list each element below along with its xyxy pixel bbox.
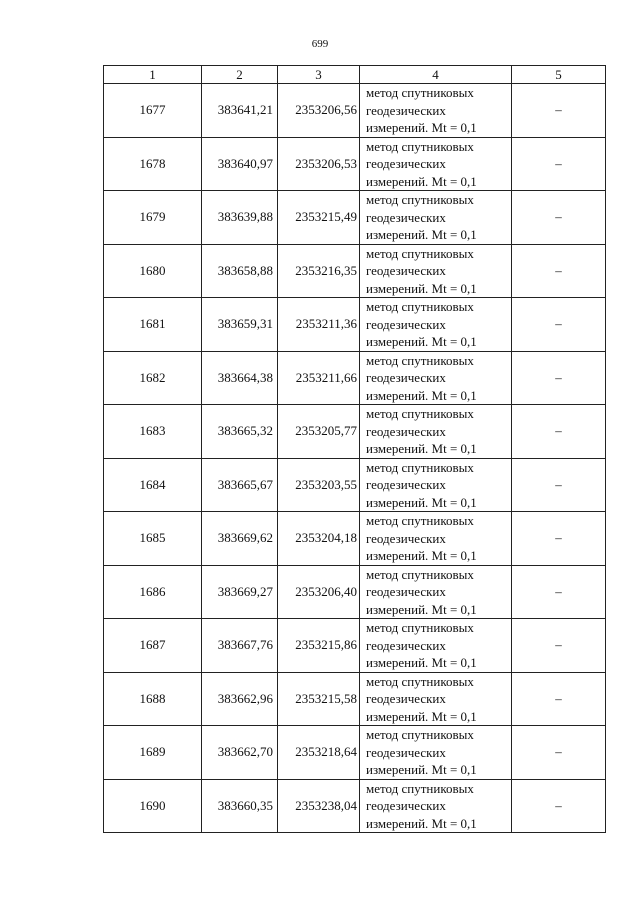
page-number: 699 (311, 38, 329, 50)
method-line: геодезических (366, 423, 446, 439)
table-row (104, 137, 606, 191)
note-cell: – (512, 726, 606, 780)
note-cell: – (512, 405, 606, 459)
note-cell: – (512, 244, 606, 298)
method-cell (360, 779, 512, 833)
method-line: геодезических (366, 744, 446, 760)
y-coordinate-cell: 2353205,77 (278, 405, 360, 459)
column-header-1: 1 (104, 66, 202, 84)
point-number-cell: 1681 (104, 298, 202, 352)
method-line: метод спутниковых (366, 352, 474, 368)
note-cell: – (512, 191, 606, 245)
method-line: метод спутниковых (366, 727, 474, 742)
method-line: измерений. Mt = 0,1 (366, 120, 477, 135)
note-cell: – (512, 779, 606, 833)
y-coordinate-cell: 2353218,64 (278, 726, 360, 780)
method-line: геодезических (366, 477, 446, 492)
point-number-cell: 1679 (104, 191, 202, 245)
method-cell (360, 244, 512, 298)
note-cell: – (512, 512, 606, 566)
method-cell (360, 298, 512, 352)
method-cell (360, 726, 512, 780)
method-line: метод спутниковых (366, 245, 474, 261)
method-line: метод спутниковых (366, 780, 474, 796)
table-row (104, 351, 606, 405)
method-line: геодезических (366, 584, 446, 599)
note-cell: – (512, 137, 606, 191)
coordinates-table (103, 65, 606, 833)
method-cell (360, 565, 512, 619)
method-line: геодезических (366, 156, 446, 171)
y-coordinate-cell: 2353206,56 (278, 84, 360, 138)
method-cell (360, 351, 512, 405)
x-coordinate-cell: 383662,70 (202, 726, 278, 780)
point-number-cell: 1682 (104, 351, 202, 405)
x-coordinate-cell: 383665,32 (202, 405, 278, 459)
method-cell (360, 458, 512, 512)
point-number-cell: 1687 (104, 619, 202, 673)
method-line: измерений. Mt = 0,1 (366, 762, 477, 777)
method-cell (360, 672, 512, 726)
method-line: геодезических (366, 691, 446, 706)
method-line: измерений. Mt = 0,1 (366, 334, 477, 349)
method-line: метод спутниковых (366, 406, 474, 421)
x-coordinate-cell: 383641,21 (202, 84, 278, 138)
method-line: геодезических (366, 102, 446, 118)
table-row (104, 298, 606, 352)
point-number-cell: 1684 (104, 458, 202, 512)
point-number-cell: 1690 (104, 779, 202, 833)
y-coordinate-cell: 2353203,55 (278, 458, 360, 512)
method-line: метод спутниковых (366, 192, 474, 207)
method-line: геодезических (366, 263, 446, 278)
column-header-4: 4 (360, 66, 512, 84)
method-line: измерений. Mt = 0,1 (366, 387, 477, 403)
method-line: метод спутниковых (366, 513, 474, 528)
note-cell: – (512, 84, 606, 138)
method-line: метод спутниковых (366, 459, 474, 475)
table-row (104, 405, 606, 459)
method-cell (360, 191, 512, 245)
method-cell (360, 137, 512, 191)
x-coordinate-cell: 383658,88 (202, 244, 278, 298)
y-coordinate-cell: 2353215,58 (278, 672, 360, 726)
method-cell (360, 619, 512, 673)
method-cell (360, 512, 512, 566)
y-coordinate-cell: 2353204,18 (278, 512, 360, 566)
point-number-cell: 1686 (104, 565, 202, 619)
method-line: геодезических (366, 316, 446, 332)
method-cell (360, 405, 512, 459)
table-row (104, 779, 606, 833)
method-line: метод спутниковых (366, 299, 474, 314)
table-body (104, 84, 606, 833)
x-coordinate-cell: 383665,67 (202, 458, 278, 512)
x-coordinate-cell: 383659,31 (202, 298, 278, 352)
x-coordinate-cell: 383660,35 (202, 779, 278, 833)
x-coordinate-cell: 383669,62 (202, 512, 278, 566)
table-row (104, 458, 606, 512)
table-row (104, 565, 606, 619)
method-line: геодезических (366, 798, 446, 813)
y-coordinate-cell: 2353206,40 (278, 565, 360, 619)
method-line: метод спутниковых (366, 566, 474, 582)
x-coordinate-cell: 383639,88 (202, 191, 278, 245)
method-line: измерений. Mt = 0,1 (366, 173, 477, 189)
point-number-cell: 1677 (104, 84, 202, 138)
point-number-cell: 1680 (104, 244, 202, 298)
method-cell (360, 84, 512, 138)
method-line: измерений. Mt = 0,1 (366, 441, 477, 456)
point-number-cell: 1685 (104, 512, 202, 566)
table-row (104, 672, 606, 726)
method-line: геодезических (366, 637, 446, 653)
point-number-cell: 1689 (104, 726, 202, 780)
method-line: измерений. Mt = 0,1 (366, 815, 477, 831)
table-row (104, 512, 606, 566)
table-row (104, 619, 606, 673)
x-coordinate-cell: 383667,76 (202, 619, 278, 673)
method-line: измерений. Mt = 0,1 (366, 708, 477, 724)
method-line: измерений. Mt = 0,1 (366, 548, 477, 563)
method-line: измерений. Mt = 0,1 (366, 655, 477, 670)
y-coordinate-cell: 2353216,35 (278, 244, 360, 298)
table-row (104, 191, 606, 245)
y-coordinate-cell: 2353215,86 (278, 619, 360, 673)
method-line: измерений. Mt = 0,1 (366, 494, 477, 510)
y-coordinate-cell: 2353206,53 (278, 137, 360, 191)
x-coordinate-cell: 383662,96 (202, 672, 278, 726)
method-line: измерений. Mt = 0,1 (366, 227, 477, 242)
note-cell: – (512, 458, 606, 512)
method-line: измерений. Mt = 0,1 (366, 280, 477, 296)
method-line: метод спутниковых (366, 620, 474, 635)
method-line: метод спутниковых (366, 138, 474, 154)
note-cell: – (512, 565, 606, 619)
column-header-2: 2 (202, 66, 278, 84)
method-line: измерений. Mt = 0,1 (366, 601, 477, 617)
note-cell: – (512, 351, 606, 405)
column-header-3: 3 (278, 66, 360, 84)
point-number-cell: 1678 (104, 137, 202, 191)
method-line: геодезических (366, 209, 446, 225)
method-line: геодезических (366, 370, 446, 385)
x-coordinate-cell: 383640,97 (202, 137, 278, 191)
table-row (104, 726, 606, 780)
point-number-cell: 1688 (104, 672, 202, 726)
method-line: метод спутниковых (366, 85, 474, 100)
x-coordinate-cell: 383669,27 (202, 565, 278, 619)
note-cell: – (512, 619, 606, 673)
note-cell: – (512, 298, 606, 352)
y-coordinate-cell: 2353238,04 (278, 779, 360, 833)
point-number-cell: 1683 (104, 405, 202, 459)
note-cell: – (512, 672, 606, 726)
table-header-row (104, 66, 606, 84)
x-coordinate-cell: 383664,38 (202, 351, 278, 405)
table-row (104, 244, 606, 298)
y-coordinate-cell: 2353211,66 (278, 351, 360, 405)
column-header-5: 5 (512, 66, 606, 84)
y-coordinate-cell: 2353211,36 (278, 298, 360, 352)
y-coordinate-cell: 2353215,49 (278, 191, 360, 245)
method-line: метод спутниковых (366, 673, 474, 689)
table-row (104, 84, 606, 138)
method-line: геодезических (366, 530, 446, 546)
